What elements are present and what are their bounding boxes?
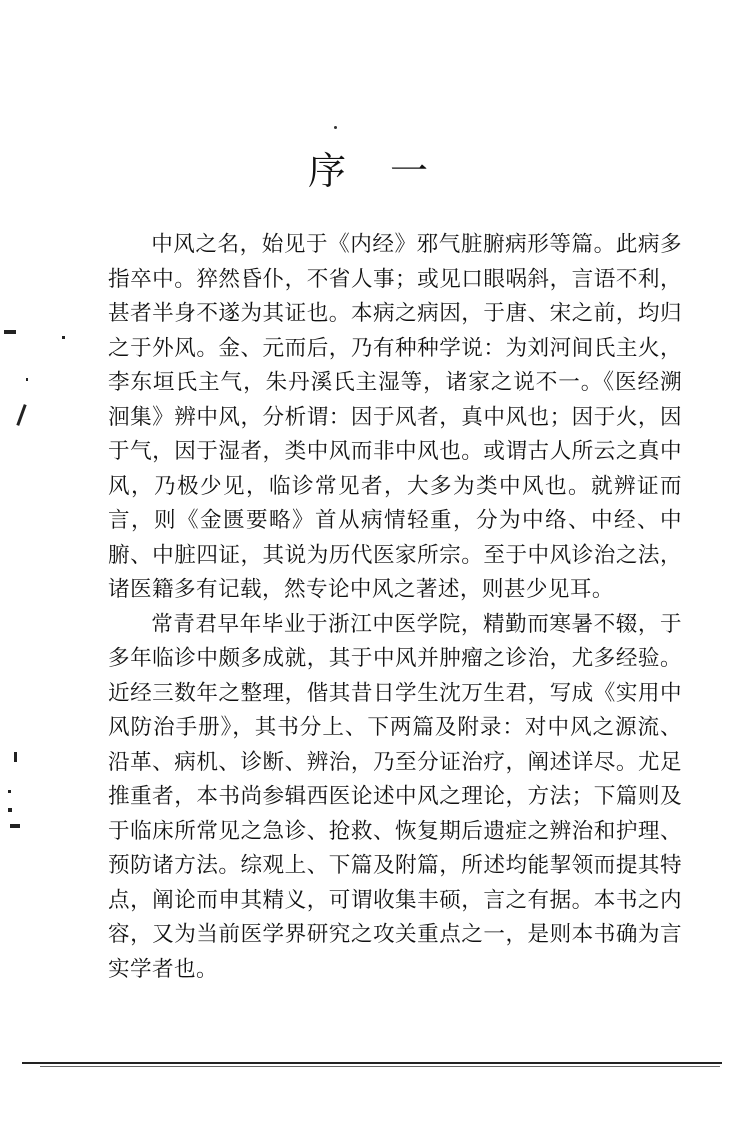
page-title: 序一 bbox=[307, 149, 472, 193]
bottom-rule bbox=[22, 1062, 722, 1064]
preface-body bbox=[108, 228, 682, 987]
margin-mark bbox=[26, 378, 28, 381]
margin-mark bbox=[8, 808, 12, 812]
paragraph-1: 中风之名，始见于《内经》邪气脏腑病形等篇。此病多指卒中。猝然昏仆，不省人事；或见口眼㖞斜，言语不利，甚者半身不遂为其证也。本病之病因，于唐、宋之前，均归之于外风。金、元而后，乃有种种学说：为刘河间氏主火，李东垣氏主气，朱丹溪氏主湿等，诸家之说不一。《医经溯洄集》辨中风，分析谓：因于风者，真中风也；因于火，因于气，因于湿者，类中风而非中风也。或谓古人所云之真中风，乃极少见，临诊常见者，大多为类中风也。就辨证而言，则《金匮要略》首从病情轻重，分为中络、中经、中腑、中脏四证，其说为历代医家所宗。至于中风诊治之法，诸医籍多有记载，然专论中风之著述，则甚少见耳。 bbox=[108, 232, 682, 602]
bottom-rule-thin bbox=[40, 1066, 720, 1067]
paragraph-2: 常青君早年毕业于浙江中医学院，精勤而寒暑不辍，于多年临诊中颇多成就，其于中风并肿瘤之诊治，尤多经验。近经三数年之整理，偕其昔日学生沈万生君，写成《实用中风防治手册》，其书分上、下两篇及附录：对中风之源流、沿革、病机、诊断、辨治，乃至分证治疗，阐述详尽。尤足推重者，本书尚参辑西医论述中风之理论，方法；下篇则及于临床所常见之急诊、抢救、恢复期后遗症之辨治和护理、预防诸方法。综观上、下篇及附篇，所述均能挈领而提其特点，阐论而申其精义，可谓收集丰硕，言之有据。本书之内容，又为当前医学界研究之攻关重点之一，是则本书确为言实学者也。 bbox=[108, 611, 682, 982]
scan-speck bbox=[334, 126, 337, 129]
margin-mark bbox=[14, 752, 17, 762]
margin-mark bbox=[8, 790, 11, 793]
margin-mark bbox=[62, 336, 65, 339]
margin-mark bbox=[4, 330, 16, 334]
margin-mark bbox=[16, 404, 26, 426]
margin-mark bbox=[10, 824, 20, 828]
